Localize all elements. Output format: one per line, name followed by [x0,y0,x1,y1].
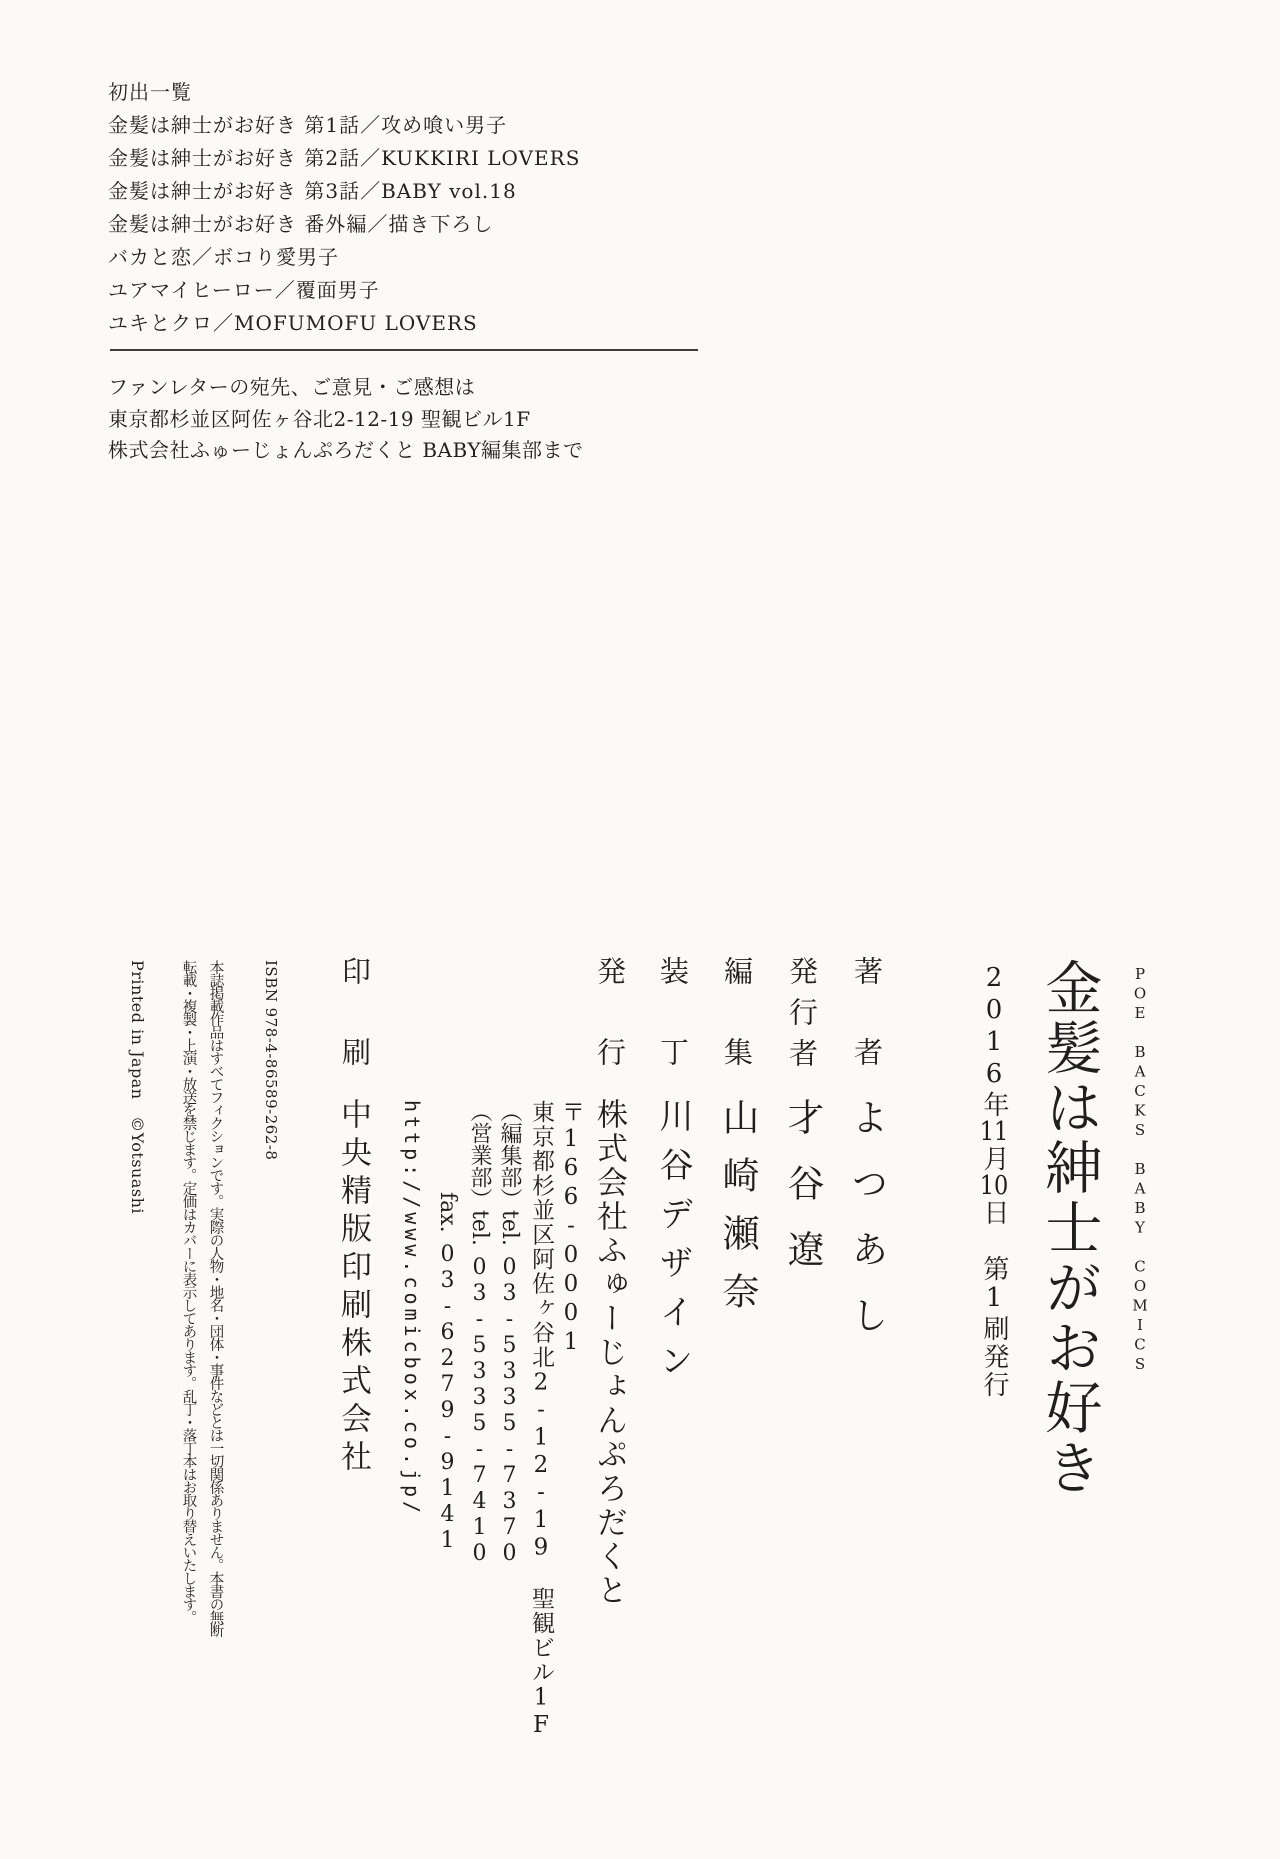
publisher-label: 発行 [593,956,627,1118]
first-publication-entry: 金髪は紳士がお好き 第2話／KUKKIRI LOVERS [108,146,581,170]
fan-letter-info [108,372,584,467]
edition-month-unit: 月 [979,1145,1009,1173]
tel-sales [468,1100,490,1567]
printer-name: 中央精版印刷株式会社 [335,1098,371,1478]
design-name: 川谷デザイン [653,1098,693,1392]
book-title-vertical: 金髪は紳士がお好き [1036,958,1102,1498]
author-name: よつあし [845,1098,888,1362]
edition-month: 11 [979,1119,1009,1145]
tel-sales-number: 03-5335-7410 [467,1254,492,1567]
first-publication-heading: 初出一覧 [108,80,192,104]
fan-letter-line: 株式会社ふゅーじょんぷろだくと BABY編集部まで [108,438,584,462]
tel-editorial-number: 03-5335-7370 [497,1254,522,1567]
editor-label: 編集 [720,956,754,1118]
tel-editorial-label: （編集部）tel. [497,1100,522,1246]
tel-editorial [498,1100,520,1567]
publisher-person-label: 発行者 [785,956,819,1079]
publisher-address: 東京都杉並区阿佐ヶ谷北2-12-19 聖観ビル1F [528,1100,554,1740]
editor-name: 山崎瀬奈 [716,1098,759,1330]
edition-day-unit: 日 [979,1199,1009,1227]
edition-printing: 第1刷発行 [979,1227,1009,1399]
divider-rule [110,349,698,351]
fax-number [436,1192,458,1554]
disclaimer-column-2: 転載・複製・上演・放送を禁じます。定価はカバーに表示してあります。乱丁・落丁本はお取り替えいたします。 [180,960,197,1623]
edition-year-unit: 年 [979,1091,1009,1119]
edition-date [981,963,1007,1399]
tel-sales-label: （営業部）tel. [467,1100,492,1246]
isbn-number: ISBN 978-4-86589-262-8 [262,960,280,1161]
author-label: 著者 [850,956,884,1118]
postal-code: 〒166-0001 [558,1100,584,1358]
printed-in-japan: Printed in Japan ©Yotsuashi [128,960,147,1215]
first-publication-entry: 金髪は紳士がお好き 第3話／BABY vol.18 [108,179,517,203]
design-label: 装丁 [656,956,690,1118]
publisher-person-name: 才谷遼 [781,1098,824,1296]
first-publication-entry: 金髪は紳士がお好き 番外編／描き下ろし [108,212,494,236]
edition-year: 2016 [979,963,1009,1091]
first-publication-entry: 金髪は紳士がお好き 第1話／攻め喰い男子 [108,113,508,137]
fan-letter-line: 東京都杉並区阿佐ヶ谷北2-12-19 聖観ビル1F [108,406,531,431]
first-publication-entry: ユキとクロ／MOFUMOFU LOVERS [108,311,478,335]
first-publication-entry: バカと恋／ボコり愛男子 [108,245,339,269]
fax-label: fax. [435,1192,460,1233]
printer-label: 印刷 [338,956,372,1118]
publisher-name: 株式会社ふゅーじょんぷろだくと [591,1098,627,1608]
fax-number-digits: 03-6279-9141 [435,1241,460,1554]
first-publication-entry: ユアマイヒーロー／覆面男子 [108,278,380,302]
fan-letter-line: ファンレターの宛先、ご意見・ご感想は [108,375,476,399]
website-url: http://www.comicbox.co.jp/ [400,1100,424,1518]
edition-day: 10 [979,1173,1009,1199]
disclaimer-column-1: 本誌掲載作品はすべてフィクションです。実際の人物・地名・団体・事件などとは一切関係ありません。本書の無断 [207,960,224,1636]
first-publication-list [108,76,580,340]
series-logo-vertical: POE BACKS BABY COMICS [1131,965,1149,1375]
